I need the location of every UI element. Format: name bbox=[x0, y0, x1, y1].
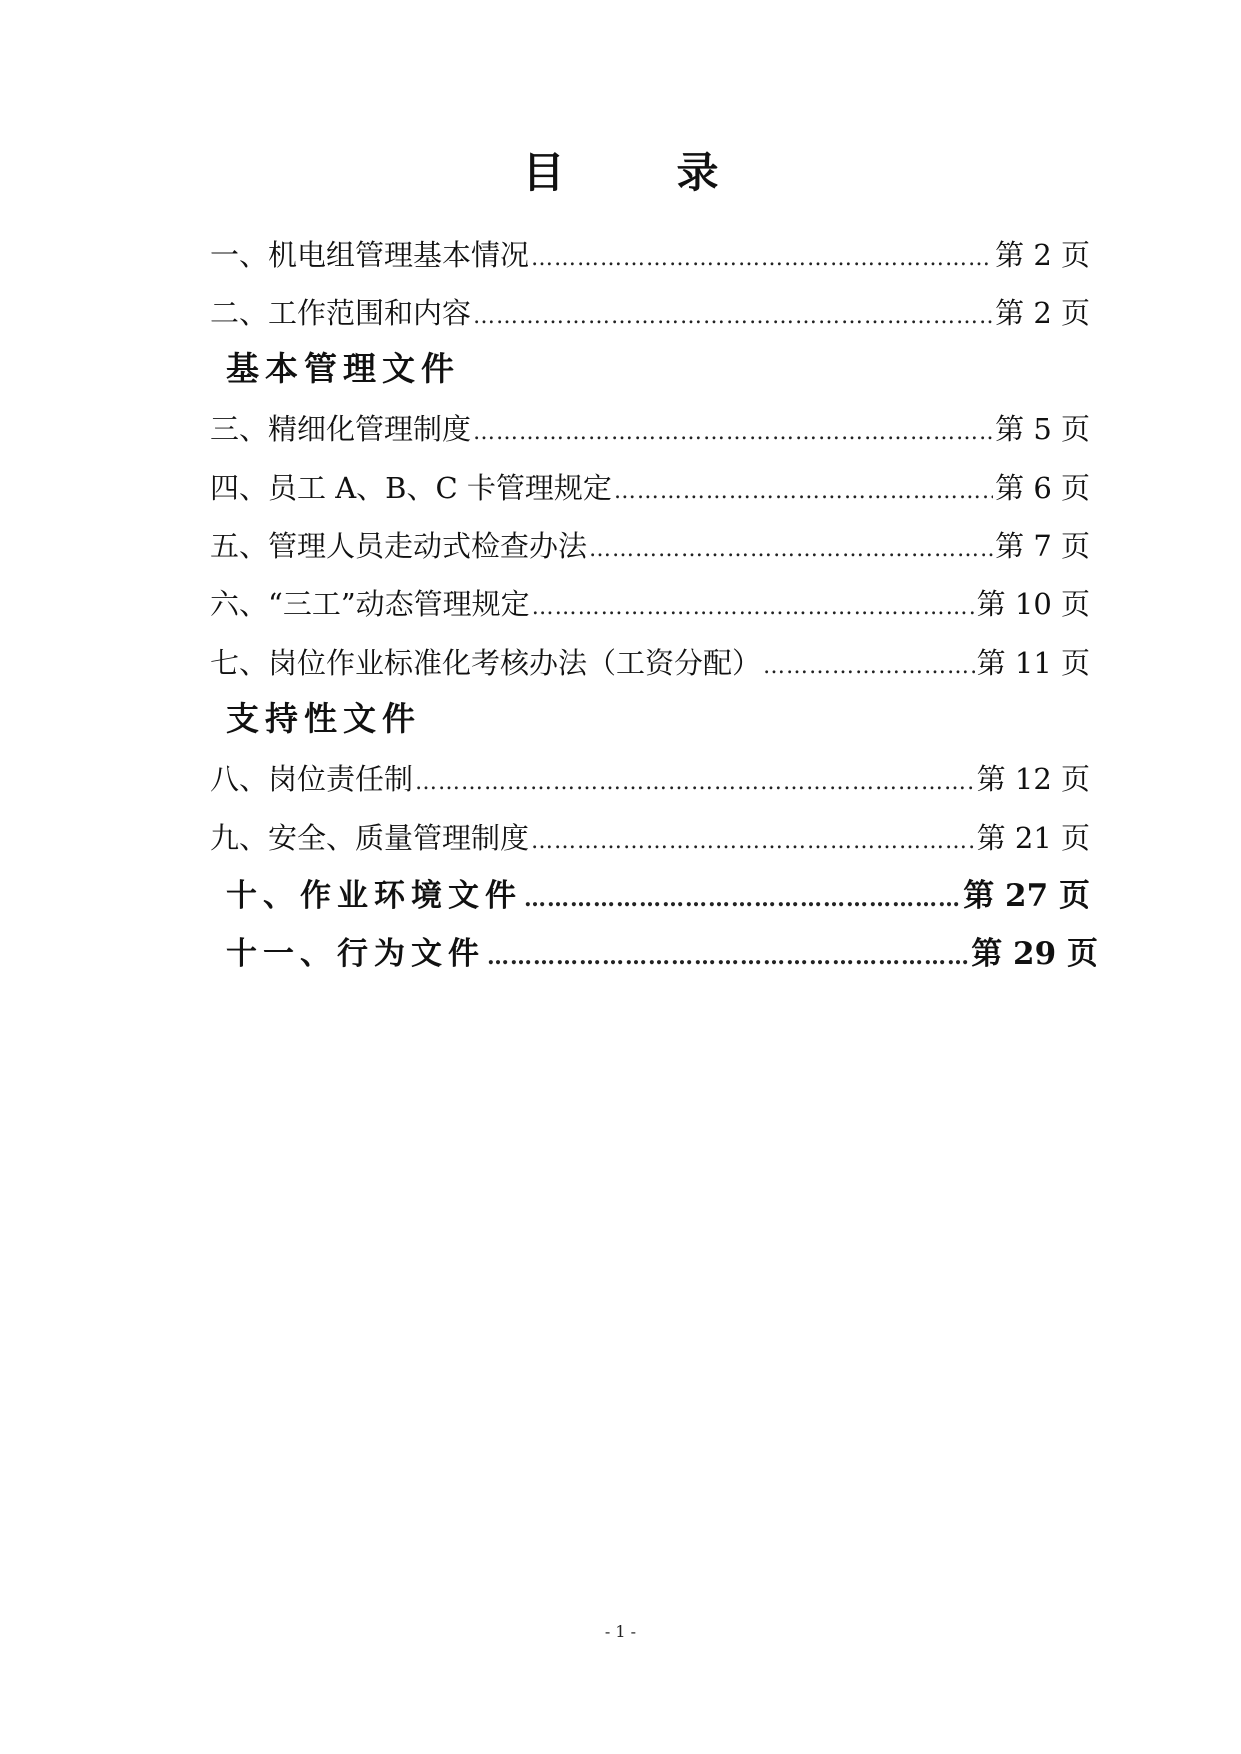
toc-entry-page: 第 5 页 bbox=[995, 412, 1090, 446]
toc-entry-label: 二、工作范围和内容 bbox=[210, 296, 472, 330]
section-heading-basic: 基本管理文件 bbox=[226, 349, 460, 388]
toc-entry-label: 八、岗位责任制 bbox=[210, 762, 414, 796]
dot-leader bbox=[532, 588, 975, 628]
toc-entry-label: 七、岗位作业标准化考核办法（工资分配） bbox=[210, 646, 762, 680]
toc-entry-8[interactable] bbox=[210, 759, 1090, 803]
toc-entry-11[interactable] bbox=[226, 934, 1098, 977]
toc-entry-10[interactable] bbox=[226, 876, 1090, 919]
dot-leader bbox=[531, 822, 975, 862]
toc-entry-page: 第 6 页 bbox=[995, 471, 1090, 505]
dot-leader bbox=[473, 297, 993, 337]
toc-entry-6[interactable] bbox=[210, 584, 1090, 628]
dot-leader bbox=[473, 413, 993, 453]
toc-entry-page: 第 2 页 bbox=[995, 296, 1090, 330]
section-heading-support: 支持性文件 bbox=[226, 699, 421, 738]
toc-entry-page: 第 7 页 bbox=[995, 529, 1090, 563]
toc-entry-page: 第 21 页 bbox=[976, 821, 1090, 855]
dot-leader bbox=[763, 647, 975, 687]
toc-entry-7[interactable] bbox=[210, 643, 1090, 687]
toc-entry-1[interactable] bbox=[210, 235, 1090, 279]
toc-entry-label: 十、作业环境文件 bbox=[226, 878, 522, 914]
title-char-2: 录 bbox=[676, 148, 719, 197]
toc-entry-5[interactable] bbox=[210, 526, 1090, 570]
toc-entry-label: 三、精细化管理制度 bbox=[210, 412, 472, 446]
toc-entry-page: 第 27 页 bbox=[963, 878, 1090, 914]
toc-entry-page: 第 2 页 bbox=[995, 238, 1090, 272]
dot-leader bbox=[487, 937, 969, 977]
toc-entry-page: 第 10 页 bbox=[976, 587, 1090, 621]
toc-entry-label: 四、员工 A、B、C 卡管理规定 bbox=[210, 471, 612, 505]
toc-entry-3[interactable] bbox=[210, 409, 1090, 453]
toc-entry-page: 第 29 页 bbox=[971, 936, 1098, 972]
toc-entry-label: 六、“三工”动态管理规定 bbox=[210, 587, 530, 621]
toc-entry-label: 十一、行为文件 bbox=[226, 936, 485, 972]
toc-entry-2[interactable] bbox=[210, 293, 1090, 337]
toc-entry-label: 五、管理人员走动式检查办法 bbox=[210, 529, 588, 563]
toc-entry-4[interactable] bbox=[210, 468, 1090, 512]
page-number: - 1 - bbox=[604, 1622, 637, 1641]
toc-entry-page: 第 11 页 bbox=[976, 646, 1090, 680]
toc-entry-9[interactable] bbox=[210, 818, 1090, 862]
dot-leader bbox=[589, 530, 993, 570]
dot-leader bbox=[531, 239, 993, 279]
page-title bbox=[0, 140, 1241, 200]
toc-entry-label: 一、机电组管理基本情况 bbox=[210, 238, 530, 272]
toc-entry-page: 第 12 页 bbox=[976, 762, 1090, 796]
toc-entry-label: 九、安全、质量管理制度 bbox=[210, 821, 530, 855]
title-char-1: 目 bbox=[522, 148, 565, 197]
dot-leader bbox=[614, 472, 993, 512]
dot-leader bbox=[524, 879, 961, 919]
dot-leader bbox=[415, 763, 975, 803]
